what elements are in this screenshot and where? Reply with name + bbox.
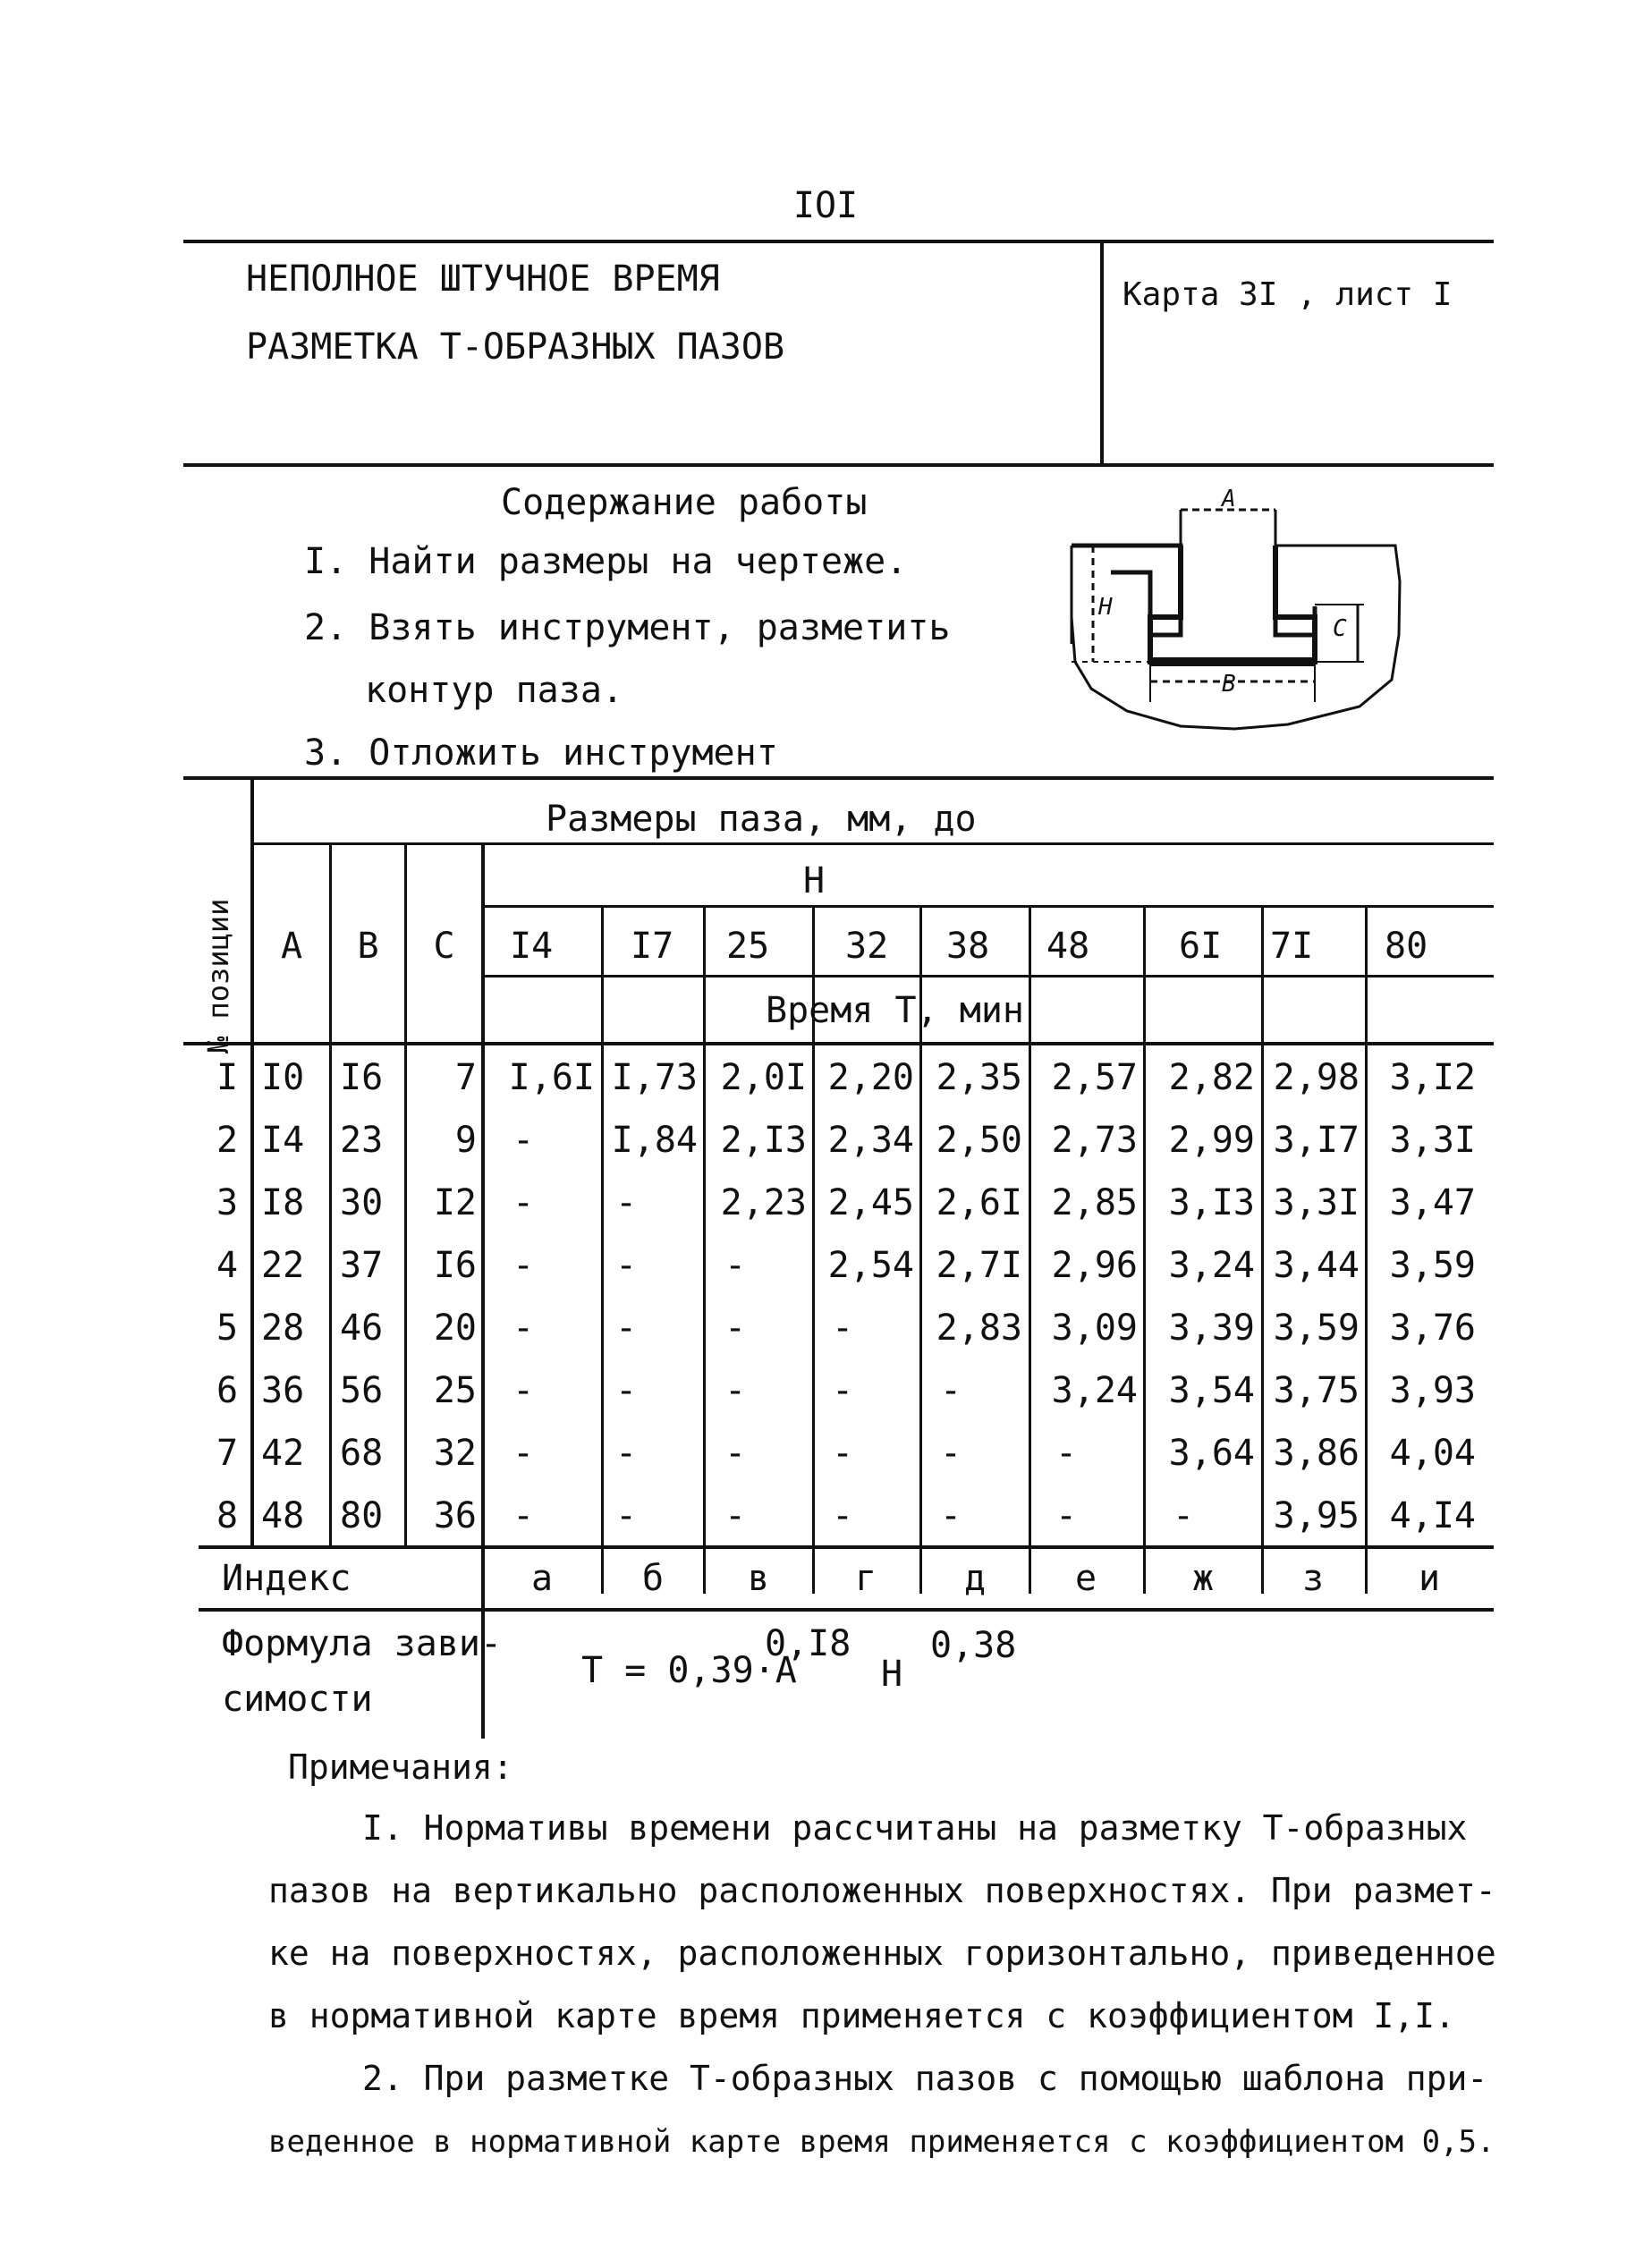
work-item-3: 3. Отложить инструмент — [304, 732, 778, 774]
time-cell: 2,83 — [936, 1307, 1022, 1349]
col-a-header: А — [280, 926, 303, 967]
formula-label-2: симости — [222, 1679, 373, 1720]
formula-exponent-a: 0,I8 — [765, 1623, 851, 1664]
time-cell: - — [614, 1245, 638, 1286]
time-cell: - — [724, 1433, 747, 1474]
note-line: пазов на вертикально расположенных поверхностях. При размет- — [268, 1871, 1496, 1910]
h-value: 48 — [1046, 926, 1090, 967]
table-vline-h5 — [1029, 905, 1031, 1594]
row-c-value: 36 — [433, 1495, 477, 1536]
index-cell: г — [854, 1558, 877, 1599]
h-value: 25 — [726, 926, 770, 967]
row-b-value: 56 — [340, 1370, 384, 1411]
sketch-label-a: А — [1222, 486, 1236, 512]
row-position: 6 — [216, 1370, 239, 1411]
col-b-header: В — [357, 926, 379, 967]
index-cell: в — [747, 1558, 770, 1599]
time-cell: - — [831, 1495, 854, 1536]
time-cell: 2,82 — [1168, 1057, 1255, 1098]
note-line: веденное в нормативной карте время применяется с коэффициентом 0,5. — [268, 2124, 1495, 2160]
row-c-value: I2 — [433, 1182, 477, 1223]
table-vline-pos — [250, 778, 254, 1549]
h-value: 6I — [1179, 926, 1223, 967]
time-cell: - — [512, 1182, 535, 1223]
time-cell: - — [614, 1433, 638, 1474]
time-cell: 2,99 — [1168, 1120, 1255, 1161]
row-b-value: 30 — [340, 1182, 384, 1223]
index-cell: д — [963, 1558, 987, 1599]
header-title-line2: РАЗМЕТКА Т-ОБРАЗНЫХ ПАЗОВ — [246, 326, 785, 368]
table-vline-h6 — [1143, 905, 1146, 1594]
note-line: ке на поверхностях, расположенных горизонтально, приведенное — [268, 1934, 1496, 1973]
row-b-value: 23 — [340, 1120, 384, 1161]
row-b-value: 46 — [340, 1307, 384, 1349]
card-number: Карта 3I , лист I — [1123, 276, 1453, 313]
work-item-1: I. Найти размеры на чертеже. — [304, 541, 908, 582]
time-cell: - — [614, 1307, 638, 1349]
time-cell: 3,93 — [1389, 1370, 1476, 1411]
time-cell: - — [939, 1370, 962, 1411]
time-cell: 3,59 — [1273, 1307, 1360, 1349]
header-top-rule — [183, 240, 1494, 243]
time-cell: 3,44 — [1273, 1245, 1360, 1286]
time-cell: 3,24 — [1051, 1370, 1138, 1411]
time-cell: - — [831, 1370, 854, 1411]
time-cell: - — [831, 1433, 854, 1474]
work-heading: Содержание работы — [501, 482, 868, 523]
note-line: I. Нормативы времени рассчитаны на разметку Т-образных — [362, 1808, 1468, 1848]
h-value: I4 — [510, 926, 554, 967]
time-cell: 2,57 — [1051, 1057, 1138, 1098]
time-cell: - — [512, 1433, 535, 1474]
time-cell: 3,54 — [1168, 1370, 1255, 1411]
index-cell: б — [641, 1558, 665, 1599]
row-position: I — [216, 1057, 239, 1098]
time-cell: 3,I3 — [1168, 1182, 1255, 1223]
table-dims-rule — [252, 842, 1494, 845]
row-b-value: I6 — [340, 1057, 384, 1098]
row-a-value: I0 — [261, 1057, 305, 1098]
header-bottom-rule — [183, 463, 1494, 467]
sketch-label-c: С — [1333, 615, 1347, 642]
table-index-bottom-rule — [199, 1608, 1494, 1612]
h-value: 32 — [845, 926, 889, 967]
row-c-value: 25 — [433, 1370, 477, 1411]
h-header: Н — [802, 860, 826, 901]
h-value: I7 — [631, 926, 674, 967]
time-cell: 3,64 — [1168, 1433, 1255, 1474]
work-item-2: 2. Взять инструмент, разметить — [304, 607, 951, 648]
time-cell: 2,7I — [936, 1245, 1022, 1286]
index-cell: з — [1301, 1558, 1325, 1599]
table-h-rule — [481, 905, 1494, 908]
time-cell: 2,54 — [827, 1245, 914, 1286]
time-cell: - — [724, 1307, 747, 1349]
time-cell: I,6I — [508, 1057, 595, 1098]
row-position: 4 — [216, 1245, 239, 1286]
time-cell: - — [724, 1245, 747, 1286]
note-line: в нормативной карте время применяется с коэффициентом I,I. — [268, 1996, 1455, 2035]
time-cell: 2,45 — [827, 1182, 914, 1223]
time-cell: - — [1055, 1433, 1078, 1474]
table-hvalues-rule — [481, 975, 1494, 977]
row-a-value: 42 — [261, 1433, 305, 1474]
time-cell: - — [614, 1182, 638, 1223]
time-cell: 3,3I — [1389, 1120, 1476, 1161]
sketch-label-b: В — [1222, 671, 1236, 698]
row-a-value: I4 — [261, 1120, 305, 1161]
time-header: Время Т, мин — [766, 990, 1024, 1031]
row-position: 7 — [216, 1433, 239, 1474]
time-cell: 2,98 — [1273, 1057, 1360, 1098]
time-cell: - — [512, 1370, 535, 1411]
index-cell: а — [530, 1558, 554, 1599]
time-cell: - — [724, 1370, 747, 1411]
header-divider — [1100, 241, 1104, 465]
time-cell: 4,I4 — [1389, 1495, 1476, 1536]
time-cell: - — [939, 1495, 962, 1536]
row-position: 2 — [216, 1120, 239, 1161]
row-c-value: 32 — [433, 1433, 477, 1474]
time-cell: 2,0I — [720, 1057, 807, 1098]
time-cell: - — [512, 1120, 535, 1161]
h-value: 7I — [1270, 926, 1314, 967]
time-cell: 2,23 — [720, 1182, 807, 1223]
col-c-header: С — [433, 926, 455, 967]
time-cell: 2,20 — [827, 1057, 914, 1098]
row-c-value: 7 — [454, 1057, 477, 1098]
page-number: IOI — [792, 185, 859, 226]
table-vline-c — [481, 844, 485, 1739]
time-cell: - — [831, 1307, 854, 1349]
table-header-bottom-rule — [183, 1042, 1494, 1045]
table-data-bottom-rule — [199, 1545, 1494, 1549]
index-cell: е — [1074, 1558, 1097, 1599]
time-cell: 3,76 — [1389, 1307, 1476, 1349]
index-label: Индекс — [222, 1558, 352, 1599]
time-cell: 2,34 — [827, 1120, 914, 1161]
table-top-rule — [183, 776, 1494, 780]
formula-exponent-h: 0,38 — [930, 1625, 1017, 1666]
time-cell: 3,95 — [1273, 1495, 1360, 1536]
table-vline-h8 — [1365, 905, 1368, 1594]
time-cell: 3,09 — [1051, 1307, 1138, 1349]
dims-header: Размеры паза, мм, до — [546, 799, 977, 840]
notes-heading: Примечания: — [288, 1748, 513, 1787]
time-cell: 2,6I — [936, 1182, 1022, 1223]
time-cell: I,73 — [611, 1057, 698, 1098]
row-position: 3 — [216, 1182, 239, 1223]
formula-main: Т = 0,39·А — [581, 1650, 797, 1691]
header-title-line1: НЕПОЛНОЕ ШТУЧНОЕ ВРЕМЯ — [246, 258, 720, 300]
row-b-value: 80 — [340, 1495, 384, 1536]
note-line: 2. При разметке Т-образных пазов с помощью шаблона при- — [362, 2059, 1488, 2098]
row-c-value: I6 — [433, 1245, 477, 1286]
h-value: 80 — [1385, 926, 1428, 967]
formula-h: Н — [881, 1654, 903, 1695]
time-cell: - — [614, 1495, 638, 1536]
row-c-value: 20 — [433, 1307, 477, 1349]
row-a-value: 28 — [261, 1307, 305, 1349]
time-cell: 3,39 — [1168, 1307, 1255, 1349]
time-cell: 3,86 — [1273, 1433, 1360, 1474]
row-position: 5 — [216, 1307, 239, 1349]
time-cell: - — [512, 1245, 535, 1286]
time-cell: 2,50 — [936, 1120, 1022, 1161]
row-c-value: 9 — [454, 1120, 477, 1161]
time-cell: - — [1172, 1495, 1195, 1536]
row-a-value: 36 — [261, 1370, 305, 1411]
time-cell: 4,04 — [1389, 1433, 1476, 1474]
time-cell: 3,I2 — [1389, 1057, 1476, 1098]
work-item-2-cont: контур паза. — [365, 670, 623, 711]
time-cell: 3,75 — [1273, 1370, 1360, 1411]
time-cell: 3,47 — [1389, 1182, 1476, 1223]
row-a-value: 48 — [261, 1495, 305, 1536]
time-cell: 3,59 — [1389, 1245, 1476, 1286]
time-cell: 3,I7 — [1273, 1120, 1360, 1161]
time-cell: 2,96 — [1051, 1245, 1138, 1286]
row-b-value: 68 — [340, 1433, 384, 1474]
time-cell: - — [939, 1433, 962, 1474]
time-cell: 2,35 — [936, 1057, 1022, 1098]
time-cell: - — [724, 1495, 747, 1536]
pos-column-header: № позиции — [201, 898, 235, 1054]
sketch-label-h: Н — [1098, 594, 1113, 621]
time-cell: - — [614, 1370, 638, 1411]
time-cell: 2,73 — [1051, 1120, 1138, 1161]
time-cell: I,84 — [611, 1120, 698, 1161]
row-a-value: I8 — [261, 1182, 305, 1223]
index-cell: ж — [1191, 1558, 1215, 1599]
h-value: 38 — [946, 926, 990, 967]
time-cell: - — [1055, 1495, 1078, 1536]
time-cell: - — [512, 1307, 535, 1349]
time-cell: 2,I3 — [720, 1120, 807, 1161]
row-b-value: 37 — [340, 1245, 384, 1286]
time-cell: 3,3I — [1273, 1182, 1360, 1223]
time-cell: 2,85 — [1051, 1182, 1138, 1223]
formula-label-1: Формула зави- — [222, 1623, 503, 1664]
time-cell: - — [512, 1495, 535, 1536]
row-a-value: 22 — [261, 1245, 305, 1286]
time-cell: 3,24 — [1168, 1245, 1255, 1286]
row-position: 8 — [216, 1495, 239, 1536]
index-cell: и — [1418, 1558, 1441, 1599]
